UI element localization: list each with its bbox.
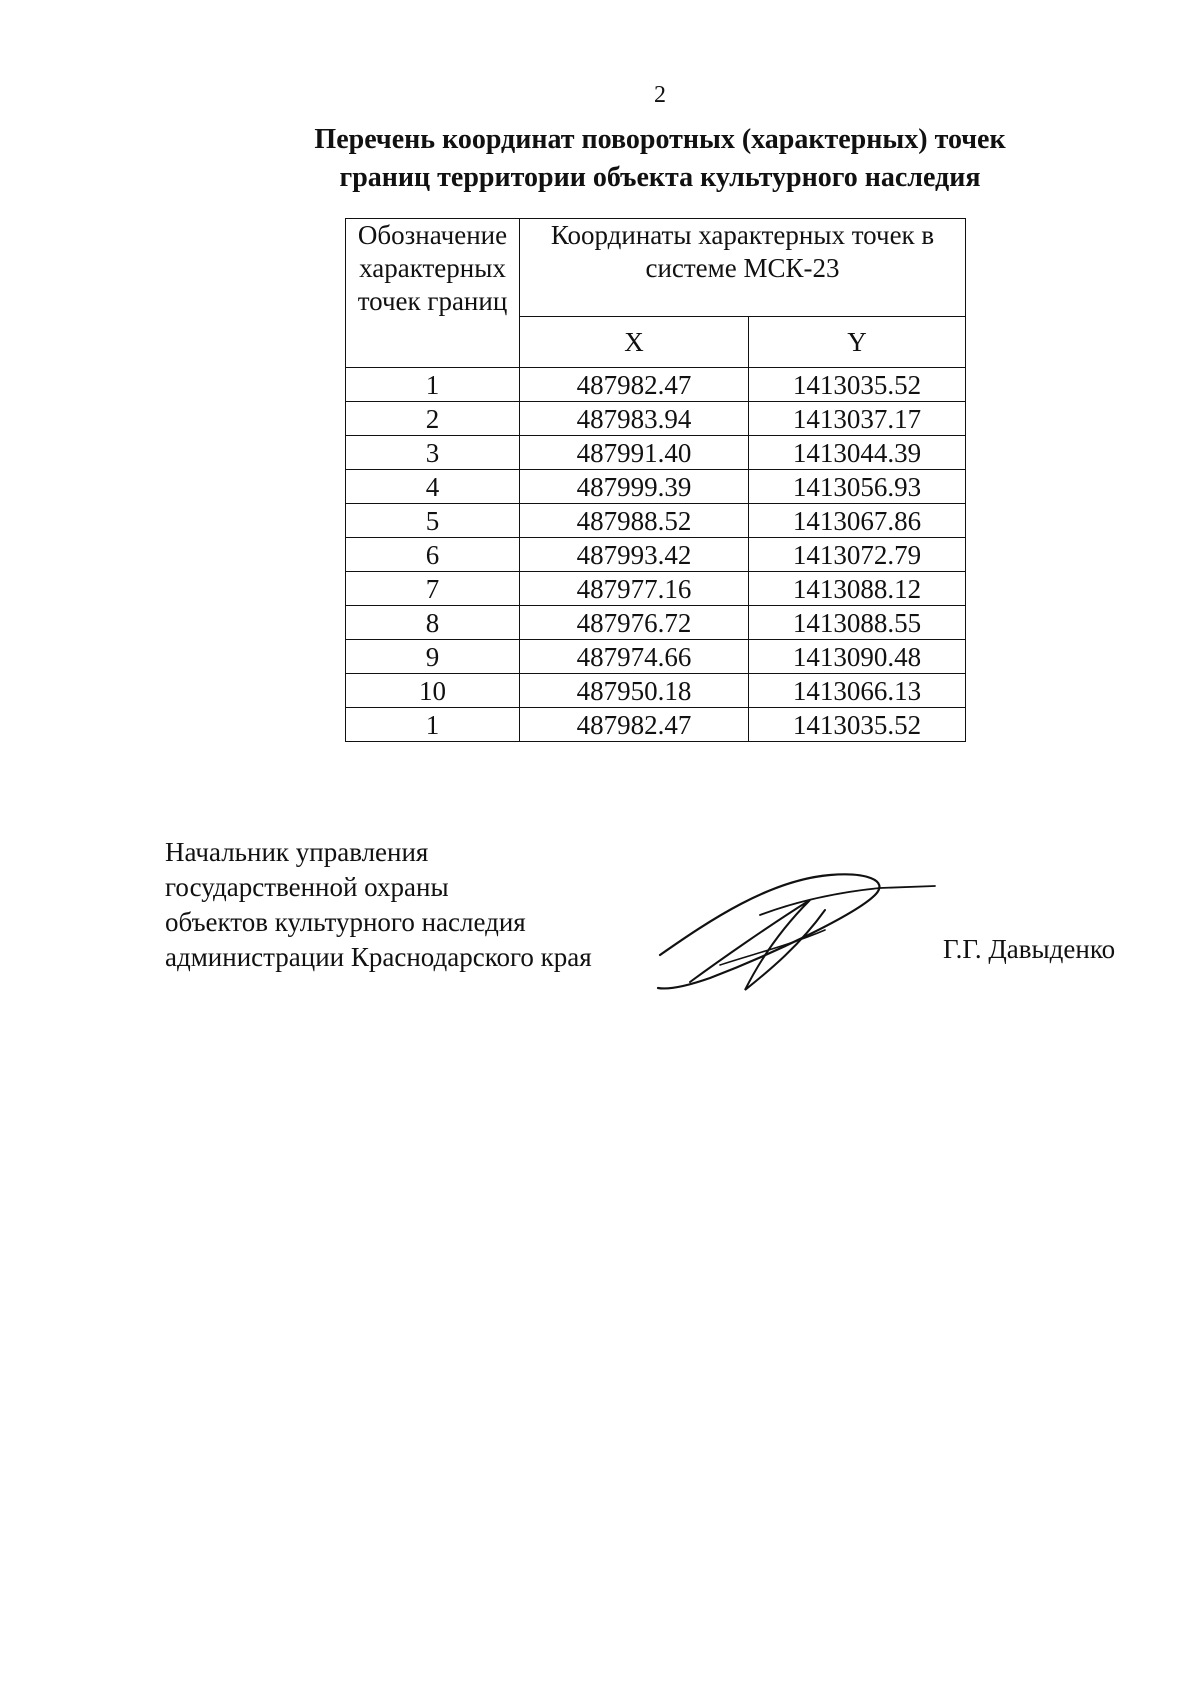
cell-y: 1413056.93	[749, 470, 966, 504]
table-row	[346, 640, 966, 674]
table-row	[346, 708, 966, 742]
table-row	[346, 504, 966, 538]
cell-x: 487950.18	[520, 674, 749, 708]
table-row	[346, 674, 966, 708]
cell-y: 1413090.48	[749, 640, 966, 674]
cell-point: 5	[346, 504, 520, 538]
signatory-position	[165, 835, 592, 975]
header-y: Y	[749, 317, 966, 368]
cell-y: 1413066.13	[749, 674, 966, 708]
table-row	[346, 436, 966, 470]
page-number: 2	[654, 82, 666, 108]
cell-y: 1413044.39	[749, 436, 966, 470]
cell-y: 1413035.52	[749, 708, 966, 742]
table-row	[346, 538, 966, 572]
document-title-line-1: Перечень координат поворотных (характерных) точек	[314, 124, 1006, 155]
cell-y: 1413072.79	[749, 538, 966, 572]
cell-y: 1413088.55	[749, 606, 966, 640]
header-coordinates: Координаты характерных точек в системе МСК-23	[520, 219, 966, 317]
cell-x: 487999.39	[520, 470, 749, 504]
table-row	[346, 572, 966, 606]
cell-x: 487993.42	[520, 538, 749, 572]
cell-x: 487988.52	[520, 504, 749, 538]
cell-x: 487976.72	[520, 606, 749, 640]
document-title-line-2: границ территории объекта культурного наследия	[339, 162, 981, 193]
cell-x: 487974.66	[520, 640, 749, 674]
cell-point: 6	[346, 538, 520, 572]
cell-y: 1413067.86	[749, 504, 966, 538]
signatory-line-1: Начальник управления	[165, 837, 429, 867]
signatory-line-4: администрации Краснодарского края	[165, 942, 592, 972]
table-row	[346, 368, 966, 402]
cell-y: 1413035.52	[749, 368, 966, 402]
cell-point: 4	[346, 470, 520, 504]
cell-point: 7	[346, 572, 520, 606]
cell-point: 8	[346, 606, 520, 640]
document-title	[0, 121, 1200, 197]
handwritten-signature	[650, 860, 950, 1000]
cell-y: 1413088.12	[749, 572, 966, 606]
cell-x: 487982.47	[520, 708, 749, 742]
cell-point: 10	[346, 674, 520, 708]
cell-point: 1	[346, 368, 520, 402]
cell-y: 1413037.17	[749, 402, 966, 436]
cell-x: 487977.16	[520, 572, 749, 606]
header-x: X	[520, 317, 749, 368]
cell-point: 1	[346, 708, 520, 742]
signer-name: Г.Г. Давыденко	[943, 934, 1116, 964]
table-row	[346, 402, 966, 436]
signatory-line-3: объектов культурного наследия	[165, 907, 526, 937]
coordinates-table	[345, 218, 966, 742]
header-point-designation: Обозначение характерных точек границ	[346, 219, 520, 368]
table-row	[346, 470, 966, 504]
cell-x: 487991.40	[520, 436, 749, 470]
signatory-line-2: государственной охраны	[165, 872, 449, 902]
cell-point: 3	[346, 436, 520, 470]
cell-x: 487982.47	[520, 368, 749, 402]
table-row	[346, 606, 966, 640]
cell-point: 9	[346, 640, 520, 674]
cell-x: 487983.94	[520, 402, 749, 436]
cell-point: 2	[346, 402, 520, 436]
